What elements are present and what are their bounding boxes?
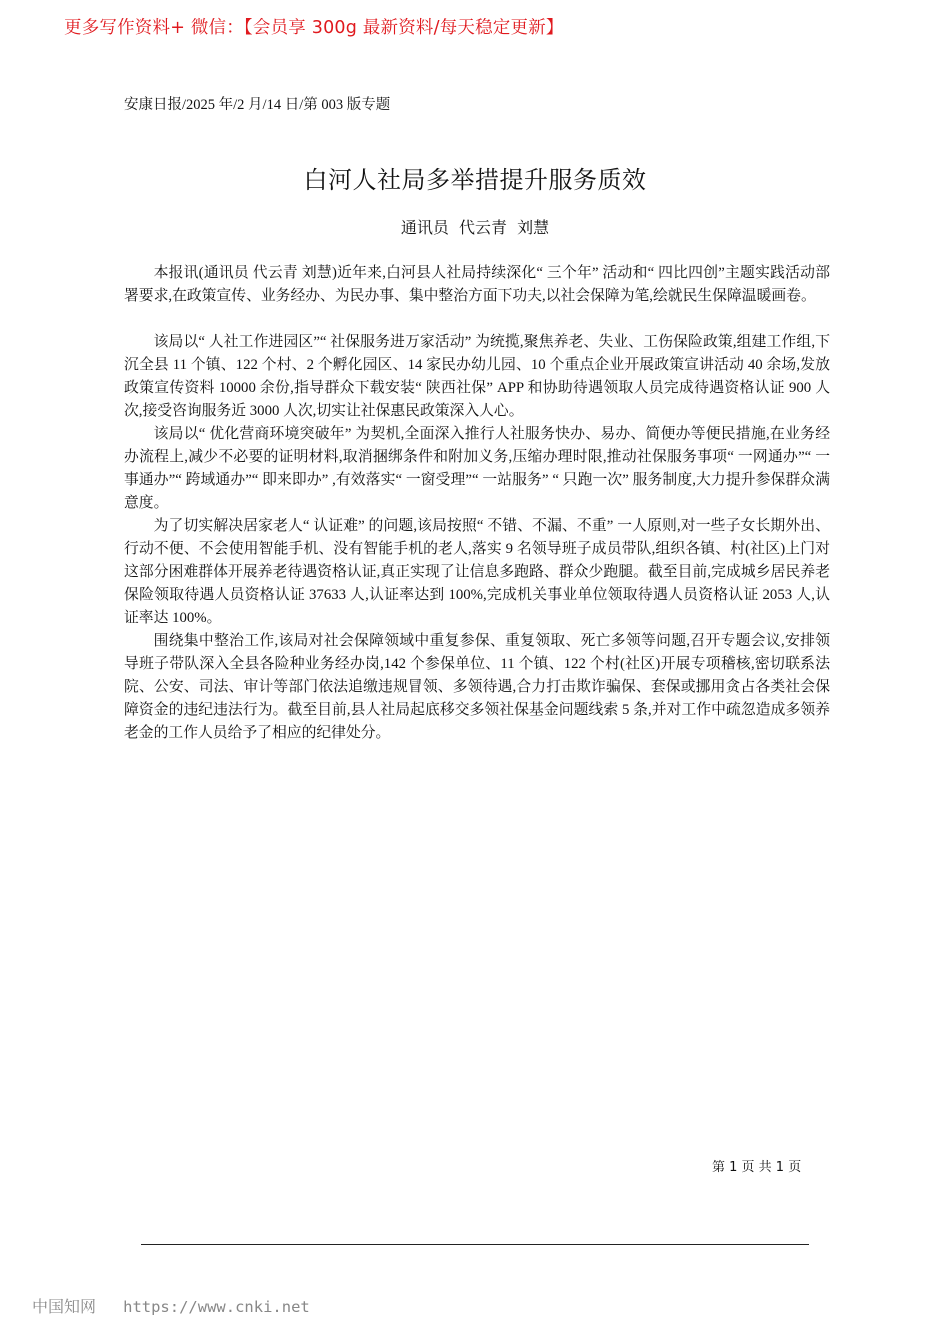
page-indicator: 第 1 页 共 1 页: [712, 1160, 802, 1175]
paragraph-intro: 本报讯(通讯员 代云青 刘慧)近年来,白河县人社局持续深化“ 三个年” 活动和“ 四比四创”主题实践活动部署要求,在政策宣传、业务经办、为民办事、集中整治方面下功夫,以社会保障为笔,绘就民生保障温暖画卷。: [124, 265, 830, 304]
footer-url-link[interactable]: https://www.cnki.net: [123, 1298, 310, 1316]
article-body: [124, 262, 830, 745]
paragraph-certification: 为了切实解决居家老人“ 认证难” 的问题,该局按照“ 不错、不漏、不重” 一人原则,对一些子女长期外出、行动不便、不会使用智能手机、没有智能手机的老人,落实 9 名领导班子成员带队,组织各镇、村(社区)上门对这部分困难群体开展养老待遇资格认证,真正实现了让信息多跑路、群众少跑腿。截至目前,完成城乡居民养老保险领取待遇人员资格认证 37633 人,认证率达到 100%,完成机关事业单位领取待遇人员资格认证 2053 人,认证率达 100%。: [124, 518, 830, 626]
article-authors: 通讯员 代云青 刘慧: [400, 218, 550, 237]
paragraph-rectification: 围绕集中整治工作,该局对社会保障领域中重复参保、重复领取、死亡多领等问题,召开专题会议,安排领导班子带队深入全县各险种业务经办岗,142 个参保单位、11 个镇、122 个村(社区)开展专项稽核,密切联系法院、公安、司法、审计等部门依法追缴违规冒领、多领待遇,合力打击欺诈骗保、套保或挪用贪占各类社会保障资金的违纪违法行为。截至目前,县人社局起底移交多领社保基金问题线索 5 条,并对工作中疏忽造成多领养老金的工作人员给予了相应的纪律处分。: [124, 633, 830, 741]
paragraph-policy-outreach: 该局以“ 人社工作进园区”“ 社保服务进万家活动” 为统揽,聚焦养老、失业、工伤保险政策,组建工作组,下沉全县 11 个镇、122 个村、2 个孵化园区、14 家民办幼儿园、10 个重点企业开展政策宣讲活动 40 余场,发放政策宣传资料 10000 余份,指导群众下载安装“ 陕西社保” APP 和协助待遇领取人员完成待遇资格认证 900 人次,接受咨询服务近 3000 人次,切实让社保惠民政策深入人心。: [124, 334, 830, 419]
paragraph-service-optimization: 该局以“ 优化营商环境突破年” 为契机,全面深入推行人社服务快办、易办、简便办等便民措施,在业务经办流程上,减少不必要的证明材料,取消捆绑条件和附加义务,压缩办理时限,推动社保服务事项“ 一网通办”“ 一事通办”“ 跨域通办”“ 即来即办” ,有效落实“ 一窗受理”“ 一站服务” “ 只跑一次” 服务制度,大力提升参保群众满意度。: [124, 426, 830, 511]
article-title: 白河人社局多举措提升服务质效: [303, 166, 647, 194]
promo-banner: 更多写作资料+ 微信：【会员享 300g 最新资料/每天稳定更新】: [64, 18, 564, 38]
footer: [32, 1294, 310, 1317]
source-line: 安康日报/2025 年/2 月/14 日/第 003 版专题: [124, 97, 391, 113]
footer-divider: [141, 1244, 809, 1245]
footer-brand: 中国知网: [32, 1297, 97, 1316]
